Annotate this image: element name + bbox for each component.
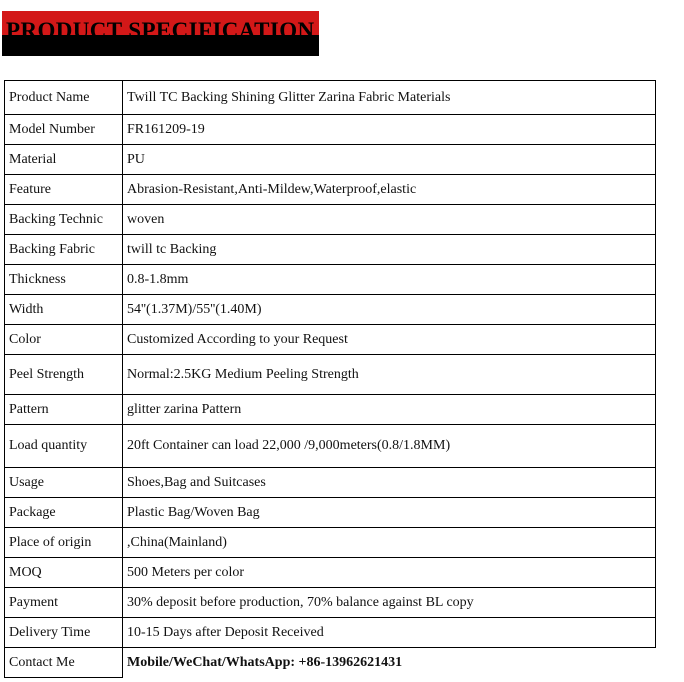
row-value: Mobile/WeChat/WhatsApp: +86-13962621431 bbox=[123, 648, 656, 678]
table-row bbox=[5, 558, 656, 588]
row-value: 500 Meters per color bbox=[123, 558, 656, 588]
row-value: glitter zarina Pattern bbox=[123, 395, 656, 425]
table-row bbox=[5, 115, 656, 145]
row-value: ,China(Mainland) bbox=[123, 528, 656, 558]
row-label: Material bbox=[5, 145, 123, 175]
page-title: PRODUCT SPECIFICATION bbox=[6, 18, 315, 43]
table-row bbox=[5, 205, 656, 235]
table-row bbox=[5, 395, 656, 425]
row-value: Abrasion-Resistant,Anti-Mildew,Waterproof,elastic bbox=[123, 175, 656, 205]
row-label: Delivery Time bbox=[5, 618, 123, 648]
spec-table bbox=[4, 80, 656, 678]
table-row bbox=[5, 528, 656, 558]
table-row bbox=[5, 355, 656, 395]
row-value: 10-15 Days after Deposit Received bbox=[123, 618, 656, 648]
row-value: Normal:2.5KG Medium Peeling Strength bbox=[123, 355, 656, 395]
table-row bbox=[5, 81, 656, 115]
table-row bbox=[5, 145, 656, 175]
row-value: Twill TC Backing Shining Glitter Zarina Fabric Materials bbox=[123, 81, 656, 115]
row-label: Package bbox=[5, 498, 123, 528]
title-banner bbox=[2, 11, 319, 56]
row-label: Load quantity bbox=[5, 425, 123, 468]
row-label: Usage bbox=[5, 468, 123, 498]
row-value: FR161209-19 bbox=[123, 115, 656, 145]
row-label: Backing Fabric bbox=[5, 235, 123, 265]
table-row bbox=[5, 648, 656, 678]
row-value: 20ft Container can load 22,000 /9,000meters(0.8/1.8MM) bbox=[123, 425, 656, 468]
row-value: 0.8-1.8mm bbox=[123, 265, 656, 295]
row-label: MOQ bbox=[5, 558, 123, 588]
row-value: Plastic Bag/Woven Bag bbox=[123, 498, 656, 528]
table-row bbox=[5, 325, 656, 355]
row-value: PU bbox=[123, 145, 656, 175]
table-row bbox=[5, 468, 656, 498]
row-label: Product Name bbox=[5, 81, 123, 115]
row-label: Pattern bbox=[5, 395, 123, 425]
row-label: Payment bbox=[5, 588, 123, 618]
table-row bbox=[5, 588, 656, 618]
row-value: twill tc Backing bbox=[123, 235, 656, 265]
table-row bbox=[5, 425, 656, 468]
row-label: Peel Strength bbox=[5, 355, 123, 395]
row-label: Width bbox=[5, 295, 123, 325]
row-label: Contact Me bbox=[5, 648, 123, 678]
table-row bbox=[5, 618, 656, 648]
table-row bbox=[5, 498, 656, 528]
row-value: 54''(1.37M)/55''(1.40M) bbox=[123, 295, 656, 325]
row-value: 30% deposit before production, 70% balance against BL copy bbox=[123, 588, 656, 618]
row-label: Thickness bbox=[5, 265, 123, 295]
row-label: Color bbox=[5, 325, 123, 355]
table-row bbox=[5, 235, 656, 265]
row-label: Model Number bbox=[5, 115, 123, 145]
table-row bbox=[5, 175, 656, 205]
row-value: Customized According to your Request bbox=[123, 325, 656, 355]
table-row bbox=[5, 265, 656, 295]
row-label: Backing Technic bbox=[5, 205, 123, 235]
table-row bbox=[5, 295, 656, 325]
row-label: Feature bbox=[5, 175, 123, 205]
row-label: Place of origin bbox=[5, 528, 123, 558]
row-value: woven bbox=[123, 205, 656, 235]
row-value: Shoes,Bag and Suitcases bbox=[123, 468, 656, 498]
